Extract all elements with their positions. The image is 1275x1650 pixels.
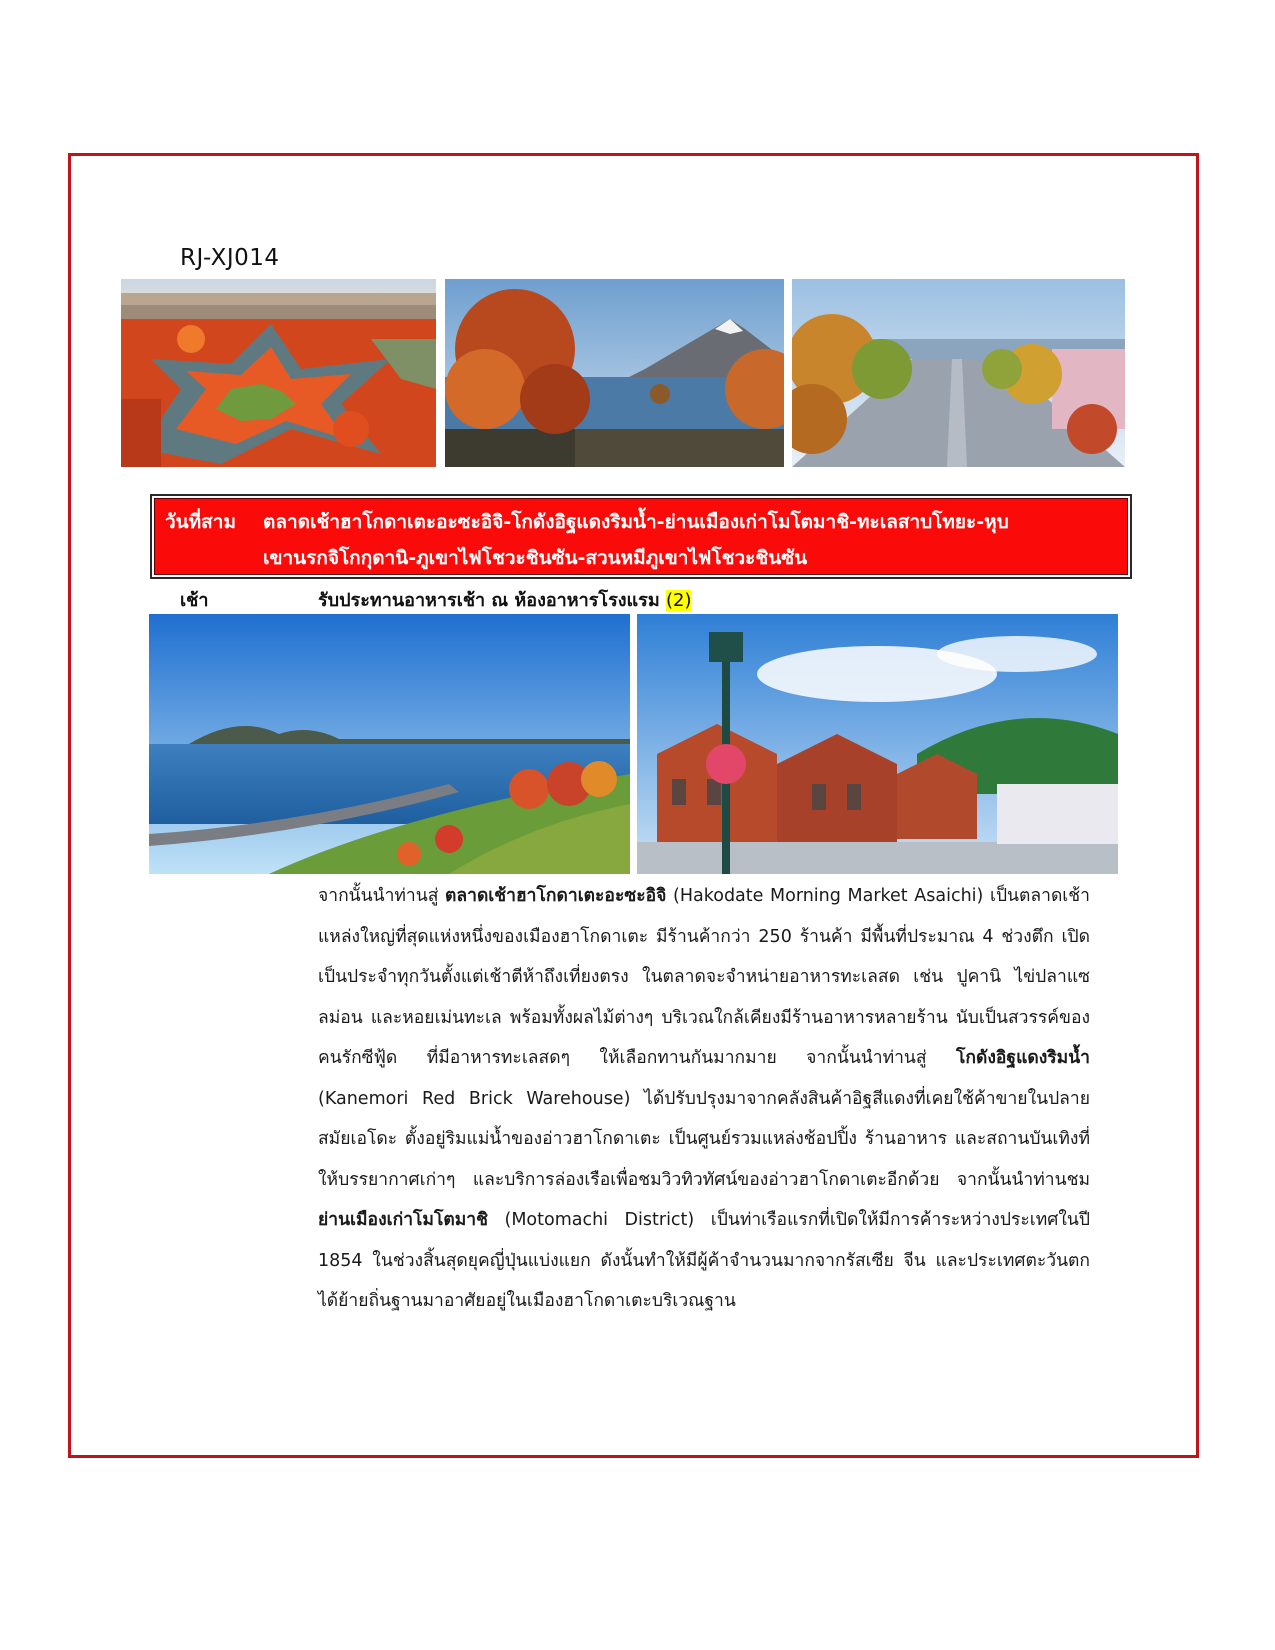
hachiman-zaka-icon <box>792 279 1125 467</box>
red-brick-warehouse-icon <box>637 614 1118 874</box>
hachiman-zaka-photo <box>792 279 1125 467</box>
lake-toya-photo <box>149 614 630 874</box>
para-text-4: (Motomachi District) เป็นท่าเรือแรกที่เปิดให้มีการค้าระหว่างประเทศในปี 1854 ในช่วงสิ้นสุดยุคญี่ปุ่นแบ่งแยก ดังนั้นทำให้มีผู้ค้าจำนวนมากจากรัสเซีย จีน และประเทศตะวันตก ได้ย้ายถิ่นฐานมาอาศัยอยู่ในเมืองฮาโกดาเตะบริเวณฐาน <box>318 1210 1090 1311</box>
lake-onuma-photo <box>445 279 784 467</box>
tour-code: RJ-XJ014 <box>180 245 280 271</box>
goryokaku-fort-photo <box>121 279 436 467</box>
lake-onuma-icon <box>445 279 784 467</box>
lake-toya-icon <box>149 614 630 874</box>
place-red-brick-warehouse: โกดังอิฐแดงริมน้ำ <box>956 1048 1090 1068</box>
meal-count-note: (2) <box>665 590 692 611</box>
day-itinerary-line-2: เขานรกจิโกกุดานิ-ภูเขาไฟโชวะชินซัน-สวนหมีภูเขาไฟโชวะชินซัน <box>263 547 808 569</box>
day-itinerary-line-1: ตลาดเช้าฮาโกดาเตะอะซะอิจิ-โกดังอิฐแดงริมน้ำ-ย่านเมืองเก่าโมโตมาชิ-ทะเลสาบโทยะ-หุบ <box>263 511 1009 533</box>
meal-time: เช้า <box>180 590 209 611</box>
place-motomachi: ย่านเมืองเก่าโมโตมาชิ <box>318 1210 488 1230</box>
day-description-paragraph <box>318 876 1090 1322</box>
day-label: วันที่สาม <box>165 511 236 533</box>
place-asaichi-market: ตลาดเช้าฮาโกดาเตะอะซะอิจิ <box>445 886 667 906</box>
para-text-3: (Kanemori Red Brick Warehouse) ได้ปรับปรุงมาจากคลังสินค้าอิฐสีแดงที่เคยใช้ค้าขายในปลายสมัยเอโดะ ตั้งอยู่ริมแม่น้ำของอ่าวฮาโกดาเตะ เป็นศูนย์รวมแหล่งช้อปปิ้ง ร้านอาหาร และสถานบันเทิงที่ให้บรรยากาศเก่าๆ และบริการล่องเรือเพื่อชมวิวทิวทัศน์ของอ่าวฮาโกดาเตะอีกด้วย จากนั้นนำท่านชม <box>318 1088 1090 1190</box>
para-text-2: (Hakodate Morning Market Asaichi) เป็นตลาดเช้าแหล่งใหญ่ที่สุดแห่งหนึ่งของเมืองฮาโกดาเตะ มีร้านค้ากว่า 250 ร้านค้า มีพื้นที่ประมาณ 4 ช่วงตึก เปิดเป็นประจำทุกวันตั้งแต่เช้าตีห้าถึงเที่ยงตรง ในตลาดจะจำหน่ายอาหารทะเลสด เช่น ปูคานิ ไข่ปลาแซลม่อน และหอยเม่นทะเล พร้อมทั้งผลไม้ต่างๆ บริเวณใกล้เคียงมีร้านอาหารหลายร้าน นับเป็นสวรรค์ของคนรักซีฟู้ด ที่มีอาหารทะเลสดๆ ให้เลือกทานกันมากมาย จากนั้นนำท่านสู่ <box>318 886 1090 1068</box>
goryokaku-fort-icon <box>121 279 436 467</box>
day-banner <box>150 494 1132 579</box>
meal-description <box>318 585 691 614</box>
para-text-1: จากนั้นนำท่านสู่ <box>318 886 446 906</box>
meal-desc-text: รับประทานอาหารเช้า ณ ห้องอาหารโรงแรม <box>318 590 660 611</box>
day-banner-fill <box>154 498 1128 575</box>
red-brick-warehouse-photo <box>637 614 1118 874</box>
